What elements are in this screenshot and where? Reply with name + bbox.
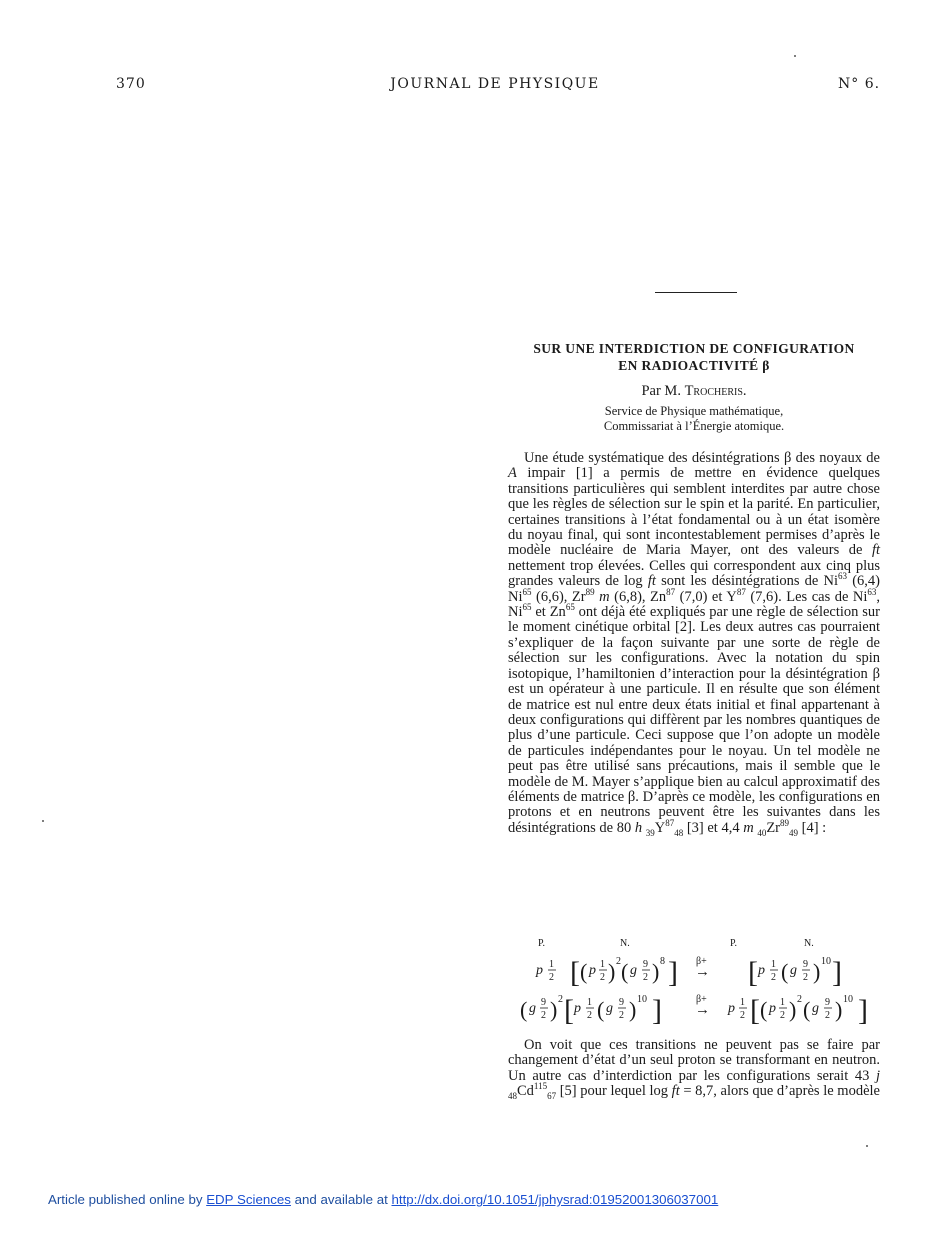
eq-paren: ) [608, 959, 616, 984]
paragraph-2 [508, 1038, 880, 1100]
text: Cd [517, 1083, 534, 1100]
text: ont déjà été expliqués par une règle de sélection sur le moment cinétique orbital [2]. Les deux autres cas pourraient s’expliquer de la façon suivante par une sorte de règle de sélection sur les configurations. Avec la notation du spin isotopique, l’hamiltonien d’interaction pour la désintégration β est un opérateur à une particule. Il en résulte que son élément de matrice est nul entre deux états initial et final appartenant à deux configurations qui diffèrent par les nombres quantiques de plus d’une particule. Ceci suppose que l’on adopte un modèle de particules indépendantes pour le noyau. Un tel modèle ne peut pas être utilisé sans précautions, mais il semble que le modèle de M. Mayer s’applique bien au calcul approximatif des éléments de matrice β. D’après ce modèle, les configurations en protons et en neutrons peuvent être les suivantes dans les désintégrations de 80 [508, 604, 880, 836]
superscript: 65 [522, 602, 532, 613]
eq-number: 2 [600, 972, 605, 983]
title-line-1: SUR UNE INTERDICTION DE CONFIGURATION [533, 341, 855, 356]
eq-symbol: p [589, 963, 596, 978]
eq-number: 1 [740, 997, 745, 1008]
text-italic: A [508, 465, 517, 482]
section-divider [655, 292, 737, 293]
eq-paren: ( [760, 997, 768, 1022]
eq-exponent: 2 [558, 994, 563, 1005]
eq-number: 1 [771, 959, 776, 970]
eq-symbol: p [728, 1001, 735, 1016]
subscript: 48 [674, 827, 684, 838]
superscript: 87 [736, 586, 746, 597]
eq-symbol: p [758, 963, 765, 978]
superscript: 65 [565, 602, 575, 613]
superscript: 63 [867, 586, 877, 597]
eq-bracket: ] [858, 994, 868, 1027]
eq-paren: ) [629, 997, 637, 1022]
column-labels [538, 938, 814, 949]
author-line [508, 383, 880, 400]
eq-number: 2 [549, 972, 554, 983]
eq-symbol: g [606, 1001, 613, 1016]
subscript: 39 [645, 827, 655, 838]
text: (6,8), Zn [609, 588, 667, 605]
issue-number: N° 6. [838, 76, 881, 92]
eq-bracket: [ [564, 994, 574, 1027]
text-italic: ft [671, 1083, 680, 1100]
eq-number: 1 [587, 997, 592, 1008]
subscript: 48 [508, 1091, 517, 1102]
text: Zr [766, 819, 781, 836]
text: , Ni [508, 588, 881, 621]
superscript: 87 [666, 586, 676, 597]
eq-bracket: [ [570, 956, 580, 989]
superscript: 115 [533, 1081, 548, 1092]
eq-beta: β+ [696, 994, 707, 1005]
text: sont les désintégrations de Ni [655, 573, 839, 590]
text: [5] pour lequel log [556, 1083, 672, 1100]
text: Une étude systématique des désintégrations β des noyaux de [524, 450, 880, 466]
eq-arrow: → [695, 1002, 710, 1018]
text-italic: m [599, 588, 610, 605]
text: Y [654, 819, 666, 836]
label-proton-2: P. [730, 938, 737, 949]
footer-text: and available at [290, 1192, 392, 1207]
affiliation-line-2: Commissariat à l’Énergie atomique. [603, 418, 785, 433]
eq-symbol: g [630, 963, 637, 978]
eq-beta: β+ [696, 956, 707, 967]
eq-exponent: 8 [660, 956, 665, 967]
label-proton-1: P. [538, 938, 545, 949]
eq-paren: ) [813, 959, 821, 984]
configuration-equations [508, 934, 880, 1030]
superscript: 63 [838, 571, 848, 582]
scan-speck [794, 55, 796, 57]
eq-bracket: ] [832, 956, 842, 989]
eq-symbol: g [790, 963, 797, 978]
eq-bracket: [ [748, 956, 758, 989]
eq-number: 1 [600, 959, 605, 970]
eq-number: 9 [619, 997, 624, 1008]
eq-paren: ( [621, 959, 629, 984]
text-italic: ft [871, 542, 880, 559]
eq-paren: ) [835, 997, 843, 1022]
affiliation [508, 404, 880, 433]
text: (7,6). Les cas de Ni [745, 588, 868, 605]
eq-symbol: p [536, 963, 543, 978]
eq-paren: ) [550, 997, 558, 1022]
text-italic: m [743, 819, 754, 836]
eq-number: 9 [803, 959, 808, 970]
text: et Zn [531, 604, 566, 621]
author-prefix: Par M. [641, 383, 685, 399]
text-italic: ft [647, 573, 656, 590]
eq-number: 1 [780, 997, 785, 1008]
text: (6,4) Ni [508, 573, 880, 605]
eq-number: 2 [541, 1010, 546, 1021]
text: (6,6), Zr [531, 588, 586, 605]
text-italic: h [634, 819, 643, 836]
text: nettement trop élevées. Celles qui correspondent aux cinq plus grandes valeurs de log [508, 557, 880, 590]
page-number: 370 [116, 76, 146, 92]
eq-paren: ( [781, 959, 789, 984]
eq-bracket: ] [652, 994, 662, 1027]
eq-paren: ( [520, 997, 528, 1022]
text: impair [1] a permis de mettre en évidence quelques transitions particulières qui semblent interdites par autre chose que les règles de sélection sur le spin et la parité. En particulier, certaines transitions à l’état fondamental ou à un état isomère du noyau final, qui sont incontestablement permises d’après le modèle nucléaire de Maria Mayer, ont des valeurs de [508, 465, 880, 559]
eq-number: 2 [825, 1010, 830, 1021]
eq-number: 2 [780, 1010, 785, 1021]
text: = 8,7, alors que d’après le modèle [679, 1083, 880, 1100]
eq-number: 1 [549, 959, 554, 970]
eq-exponent: 10 [821, 956, 831, 967]
equation-row-2 [520, 994, 868, 1027]
label-neutron-1: N. [620, 938, 630, 949]
eq-exponent: 2 [616, 956, 621, 967]
author-name: Trocheris. [684, 383, 747, 399]
superscript: 87 [665, 817, 675, 828]
superscript: 65 [522, 586, 532, 597]
subscript: 40 [757, 827, 767, 838]
eq-symbol: p [574, 1001, 581, 1016]
eq-symbol: g [812, 1001, 819, 1016]
text: [4] : [798, 819, 827, 836]
eq-number: 9 [541, 997, 546, 1008]
equation-row-1 [535, 956, 842, 989]
subscript: 67 [547, 1091, 557, 1102]
text: (7,0) et Y [675, 588, 737, 605]
eq-arrow: → [695, 964, 710, 980]
eq-number: 2 [619, 1010, 624, 1021]
text: On voit que ces transitions ne peuvent pas se faire par changement d’état d’un seul proton se transformant en neutron. Un autre cas d’interdiction par les configurations serait 43 [508, 1037, 880, 1084]
eq-paren: ( [580, 959, 588, 984]
eq-symbol: p [769, 1001, 776, 1016]
superscript: 89 [780, 817, 790, 828]
eq-number: 2 [643, 972, 648, 983]
eq-number: 9 [643, 959, 648, 970]
eq-paren: ( [597, 997, 605, 1022]
eq-number: 2 [587, 1010, 592, 1021]
journal-title: JOURNAL DE PHYSIQUE [390, 76, 600, 92]
eq-paren: ) [789, 997, 797, 1022]
label-neutron-2: N. [804, 938, 814, 949]
affiliation-line-1: Service de Physique mathématique, [604, 404, 784, 418]
eq-paren: ) [652, 959, 660, 984]
eq-exponent: 2 [797, 994, 802, 1005]
eq-number: 2 [771, 972, 776, 983]
subscript: 49 [789, 827, 799, 838]
eq-paren: ( [803, 997, 811, 1022]
article-title [508, 340, 880, 374]
eq-symbol: g [529, 1001, 536, 1016]
eq-exponent: 10 [637, 994, 647, 1005]
doi-link[interactable]: http://dx.doi.org/10.1051/jphysrad:01952001306037001 [391, 1192, 719, 1207]
text-italic: j [875, 1067, 880, 1084]
title-line-2: EN RADIOACTIVITÉ β [618, 358, 770, 373]
eq-number: 2 [740, 1010, 745, 1021]
eq-number: 9 [825, 997, 830, 1008]
eq-exponent: 10 [843, 994, 853, 1005]
eq-bracket: [ [750, 994, 760, 1027]
superscript: 89 [585, 586, 595, 597]
paragraph-1 [508, 451, 880, 836]
footer-text: Article published online by [48, 1192, 207, 1207]
eq-number: 2 [803, 972, 808, 983]
eq-bracket: ] [668, 956, 678, 989]
text: [3] et 4,4 [683, 819, 744, 836]
scan-speck [866, 1145, 868, 1147]
publisher-link[interactable]: EDP Sciences [206, 1192, 291, 1207]
publication-footer [48, 1192, 718, 1207]
scan-speck [42, 820, 44, 822]
